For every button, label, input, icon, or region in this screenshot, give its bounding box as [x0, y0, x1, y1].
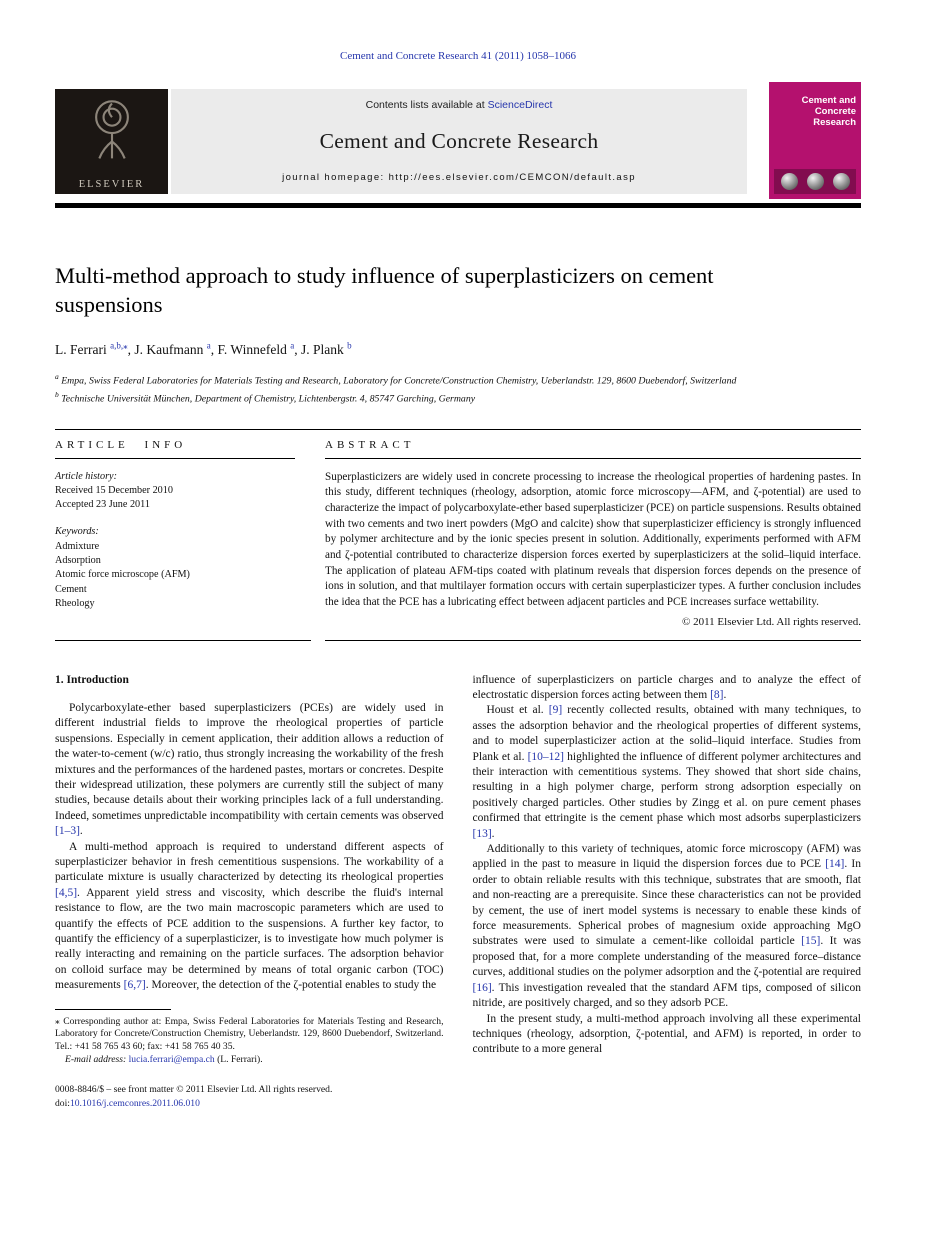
author [301, 342, 352, 357]
journal-banner [171, 89, 747, 194]
affiliation-sup: a [55, 371, 59, 381]
affiliation-sup: b [55, 389, 59, 399]
text-segment: A multi-method approach is required to understand different aspects of superplasticizer behavior in fresh cementitious suspensions. The workability of a particulate mixture is usually characterized by detecting its rheological properties [55, 840, 444, 884]
sphere-icon [807, 173, 824, 190]
affiliation [55, 371, 861, 389]
article-info-column [55, 430, 311, 641]
email-suffix: (L. Ferrari). [214, 1053, 263, 1065]
citation-ref[interactable]: [14] [825, 858, 845, 871]
author-name: J. Kaufmann [134, 341, 204, 357]
author [217, 342, 301, 357]
keyword-item: Cement [55, 583, 87, 595]
author-affiliation-sup[interactable]: a [290, 340, 295, 351]
sphere-icon [833, 173, 850, 190]
journal-citation-link[interactable]: Cement and Concrete Research 41 (2011) 1058–1066 [339, 50, 577, 62]
sphere-icon [781, 173, 798, 190]
body-paragraph [473, 703, 862, 842]
contents-prefix: Contents lists available at [365, 99, 488, 111]
author-name: J. Plank [300, 341, 344, 357]
corresponding-author-footnote [55, 1009, 444, 1067]
text-segment: . Apparent yield stress and viscosity, which describe the fluid's internal resistance to flow, are the two main macroscopic parameters which are used to quantify the effects of PCE addition to the suspensions. A further key factor, to quantify the efficiency of a superplasticizer, is to investigate how much polymer is really interacting and remaining on the particle surfaces. The adsorption behavior on colloid surface may be determined by means of total organic carbon (TOC) measurements [55, 886, 444, 992]
text-segment: . This investigation revealed that the standard AFM tips, composed of silicon nitride, are positively charged, and so they adsorb PCE. [472, 981, 861, 1010]
elsevier-tree-icon [80, 95, 144, 169]
citation-ref[interactable]: [13] [472, 827, 492, 840]
text-segment: influence of superplasticizers on particle charges and to analyze the effect of electrostatic dispersion forces acting between them [472, 673, 861, 701]
journal-title: Cement and Concrete Research [319, 129, 599, 153]
citation-ref[interactable]: [9] [548, 704, 563, 717]
elsevier-logo-label: ELSEVIER [78, 179, 145, 190]
citation-ref[interactable]: [15] [801, 935, 821, 948]
affiliation-text: Empa, Swiss Federal Laboratories for Materials Testing and Research, Laboratory for Concrete/Construction Chemistry, Ueberlandstr. 129, 8600 Duebendorf, Switzerland [58, 374, 737, 386]
body-paragraph [473, 842, 862, 1011]
doi-link[interactable]: 10.1016/j.cemconres.2011.06.010 [69, 1097, 200, 1109]
keyword-item: Atomic force microscope (AFM) [55, 569, 190, 581]
article-history-label: Article history: [55, 470, 117, 482]
body-paragraph [55, 701, 444, 840]
abstract-text: Superplasticizers are widely used in concrete processing to increase the rheological properties of hardening pastes. In this study, different techniques (rheology, adsorption, atomic force microscopy—AFM, and ζ-potential) are used to characterize the impact of polycarboxylate-ether based superplasticizer (PCE) on particle suspensions. Results obtained with two cements and two inert powders (MgO and calcite) show that superplasticizer efficiency is strongly influenced by polymer architecture and by the ionic species present in solution. Additionally, experiments performed with AFM and ζ-potential contributed to characterize dispersion forces exerted by superplasticizers at the solid–liquid interface. The application of plateau AFM-tips coated with platinum reveals that dispersion forces depends on the presence of ions in solution, and that multilayer formation occurs with certain superplasticizer types. A further conclusion includes the idea that the PCE has a lubricating effect between adjacent particles and PCE increases surface wettability. [325, 470, 861, 608]
author [55, 342, 134, 357]
cover-spheres-art [774, 169, 856, 194]
body-paragraph [55, 840, 444, 994]
author [134, 342, 217, 357]
abstract-heading: ABSTRACT [325, 430, 861, 459]
footnote-email-line [55, 1054, 444, 1066]
text-segment: Houst et al. [486, 704, 549, 717]
text-segment: . [79, 825, 83, 838]
footnote-text: ⁎ Corresponding author at: Empa, Swiss Federal Laboratories for Materials Testing and Research, Laboratory for Concrete/Construction Chemistry, Ueberlandstr. 129, 8600 Duebendorf, Switzerland. Tel.: +41 58 765 43 60; fax: +41 58 765 40 35. [55, 1015, 444, 1052]
author-separator: , [127, 341, 135, 357]
text-segment: . [491, 827, 495, 840]
journal-article-page [55, 0, 861, 1110]
author-line [55, 340, 861, 358]
history-item: Accepted 23 June 2011 [55, 499, 150, 511]
author-affiliation-sup[interactable]: b [347, 340, 352, 351]
author-name: L. Ferrari [55, 341, 107, 357]
journal-homepage [187, 172, 731, 183]
copyright-line: © 2011 Elsevier Ltd. All rights reserved. [681, 615, 861, 628]
doi-line [55, 1097, 444, 1111]
elsevier-logo [55, 89, 168, 194]
affiliation-text: Technische Universität München, Department of Chemistry, Lichtenbergstr. 4, 85747 Garching, Germany [58, 392, 476, 404]
text-segment: recently collected results, obtained with many techniques, to asses the adsorption behavior and the rheological properties of different systems, and to model superplasticizer action at the solid–liquid interface. Studies from Plank et al. [472, 704, 861, 763]
cover-title: Cement and Concrete Research [801, 95, 856, 128]
article-body [55, 673, 861, 1111]
body-left-column [55, 673, 444, 1111]
issn-copyright-line: 0008-8846/$ – see front matter © 2011 Elsevier Ltd. All rights reserved. [55, 1084, 333, 1096]
email-link[interactable]: lucia.ferrari@empa.ch [128, 1053, 215, 1065]
author-name: F. Winnefeld [217, 341, 287, 357]
text-segment: . [723, 688, 727, 701]
body-paragraph [473, 673, 862, 704]
author-affiliation-sup[interactable]: a [206, 340, 211, 351]
affiliation [55, 389, 861, 407]
contents-line [187, 99, 731, 111]
text-segment: . Moreover, the detection of the ζ-potential enables to study the [145, 979, 437, 992]
citation-ref[interactable]: [8] [710, 688, 724, 701]
citation-ref[interactable]: [10–12] [527, 750, 565, 763]
masthead-rule [55, 203, 861, 208]
text-segment: Additionally to this variety of techniques, atomic force microscopy (AFM) was applied in the past to measure in liquid the dispersion forces due to PCE [472, 843, 861, 871]
homepage-prefix: journal homepage: [282, 172, 389, 183]
publisher-meta [55, 1083, 444, 1110]
doi-label: doi: [55, 1097, 70, 1109]
author-separator: , [210, 341, 218, 357]
journal-masthead [55, 89, 861, 199]
citation-ref[interactable]: [16] [472, 981, 492, 994]
abstract-column [325, 430, 861, 641]
info-abstract-section [55, 429, 861, 641]
text-segment: Polycarboxylate-ether based superplasticizers (PCEs) are widely used in different industrial fields to improve the rheological properties of particle suspensions. Especially in cement application, their addition allows a reduction of the water-to-cement (w/c) ratio, thus strongly increasing the workability of the fresh mixtures and the performances of the hardened pastes, mortars or concretes. Despite their widespread utilization, these polymers are currently still the subject of many studies, because details about their working principles lack of a full understanding. Indeed, sometimes unpredictable incompatibility with certain cements was observed [55, 701, 444, 822]
body-right-column [473, 673, 862, 1111]
keywords-label: Keywords: [55, 526, 99, 538]
body-paragraph [473, 1012, 862, 1058]
sciencedirect-link[interactable]: ScienceDirect [487, 99, 553, 111]
history-item: Received 15 December 2010 [55, 484, 173, 496]
text-segment: highlighted the influence of different polymer architectures and their interaction with cementitious systems. They showed that short side chains, resulting in a high polymer charge, perform strong adsorption especially on positively charged particles. Other studies by Zingg et al. on pure cement phases confirmed that ettringite is the cement phase which most adsorbs superplasticizers [472, 750, 861, 825]
section-heading-introduction: 1. Introduction [55, 673, 129, 686]
journal-cover-thumbnail [769, 82, 861, 199]
keyword-item: Adsorption [55, 554, 101, 566]
citation-ref[interactable]: [1–3] [55, 825, 80, 838]
article-info-heading: ARTICLE INFO [55, 430, 295, 459]
citation-ref[interactable]: [4,5] [55, 886, 78, 899]
author-separator: , [294, 341, 301, 357]
text-segment: . In order to obtain reliable results with this technique, substrates that are smooth, flat and non-reacting are a prerequisite. Since these characteristics can not be provided by cement, the use of inert model systems is necessary to enable these kinds of force measurements. Spherical probes of magnesium oxide approaching MgO substrates were used to simulate a cement-like colloidal particle [472, 858, 861, 948]
keyword-item: Admixture [55, 540, 100, 552]
text-segment: . It was proposed that, for a more complete understanding of the measured force–distance curves, additional studies on the polymer adsorption and the ζ-potential are required [472, 935, 861, 979]
journal-homepage-link[interactable]: http://ees.elsevier.com/CEMCON/default.asp [388, 172, 636, 183]
keyword-item: Rheology [55, 597, 95, 609]
text-segment: In the present study, a multi-method approach involving all these experimental techniques (rheology, adsorption, ζ-potential, and AFM) is reported, in order to contribute to a more general [472, 1012, 861, 1056]
footnote-rule [55, 1009, 171, 1010]
affiliations [55, 371, 861, 407]
author-affiliation-sup[interactable]: a,b,⁎ [110, 340, 128, 351]
citation-line [55, 50, 861, 62]
email-label: E-mail address: [65, 1053, 129, 1065]
article-title: Multi-method approach to study influence of superplasticizers on cement suspensions [55, 263, 714, 317]
citation-ref[interactable]: [6,7] [123, 979, 146, 992]
